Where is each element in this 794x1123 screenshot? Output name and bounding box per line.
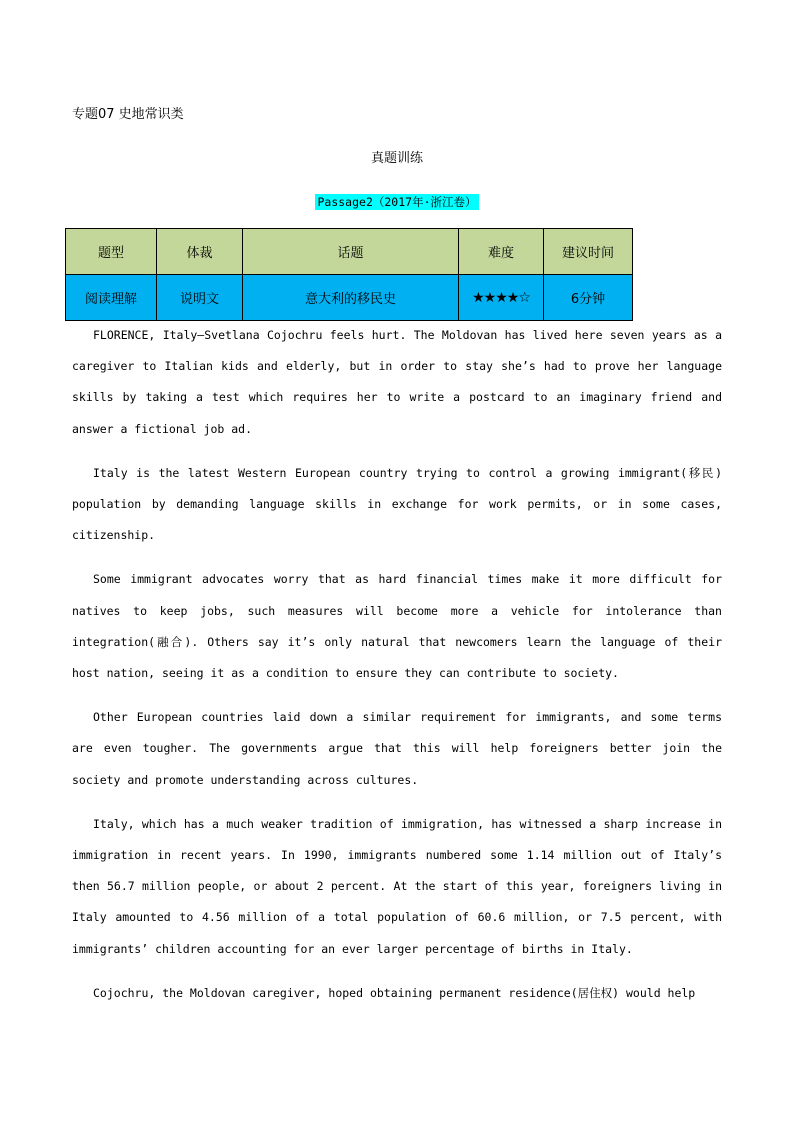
info-table-header-row (66, 229, 633, 275)
paragraph: FLORENCE, Italy—Svetlana Cojochru feels hurt. The Moldovan has lived here seven years as a caregiver to Italian kids and elderly, but in order to stay she’s had to prove her language skills by taking a test which requires her to write a postcard to an imaginary friend and answer a fictional job ad. (72, 328, 722, 436)
value-cell-time: 6分钟 (544, 275, 633, 321)
value-cell-topic: 意大利的移民史 (243, 275, 459, 321)
value-cell-genre: 说明文 (157, 275, 243, 321)
paragraph: Some immigrant advocates worry that as hard financial times make it more difficult for natives to keep jobs, such measures will become more a vehicle for intolerance than integration(融合). Others say it’s only natural that newcomers learn the language of their host nation, seeing it as a condition to ensure they can contribute to society. (72, 572, 722, 681)
paragraph: Italy is the latest Western European country trying to control a growing immigrant(移民) population by demanding language skills in exchange for work permits, or in some cases, citizenship. (72, 465, 722, 543)
passage-label-wrap (0, 191, 794, 210)
header-cell-topic: 话题 (243, 229, 459, 275)
section-title: 真题训练 (370, 151, 423, 166)
info-table (65, 228, 633, 321)
header-cell-genre: 体裁 (157, 229, 243, 275)
paragraph: Other European countries laid down a similar requirement for immigrants, and some terms are even tougher. The governments argue that this will help foreigners better join the society and promote understanding across cultures. (72, 710, 722, 787)
passage-label: Passage2（2017年·浙江卷） (317, 195, 477, 209)
header-cell-type: 题型 (66, 229, 157, 275)
paragraph: Cojochru, the Moldovan caregiver, hoped obtaining permanent residence(居住权) would help (93, 985, 696, 1000)
header-cell-time: 建议时间 (544, 229, 633, 275)
value-cell-difficulty-stars: ★★★★☆ (459, 275, 544, 321)
paragraph: Italy, which has a much weaker tradition of immigration, has witnessed a sharp increase in immigration in recent years. In 1990, immigrants numbered some 1.14 million out of Italy’s then 56.7 million people, or about 2 percent. At the start of this year, foreigners living in Italy amounted to 4.56 million of a total population of 60.6 million, or 7.5 percent, with immigrants’ children accounting for an ever larger percentage of births in Italy. (72, 816, 722, 956)
passage-body (72, 320, 722, 1022)
value-cell-type: 阅读理解 (66, 275, 157, 321)
header-cell-difficulty: 难度 (459, 229, 544, 275)
topic-label: 专题07 史地常识类 (72, 107, 184, 122)
info-table-value-row (66, 275, 633, 321)
